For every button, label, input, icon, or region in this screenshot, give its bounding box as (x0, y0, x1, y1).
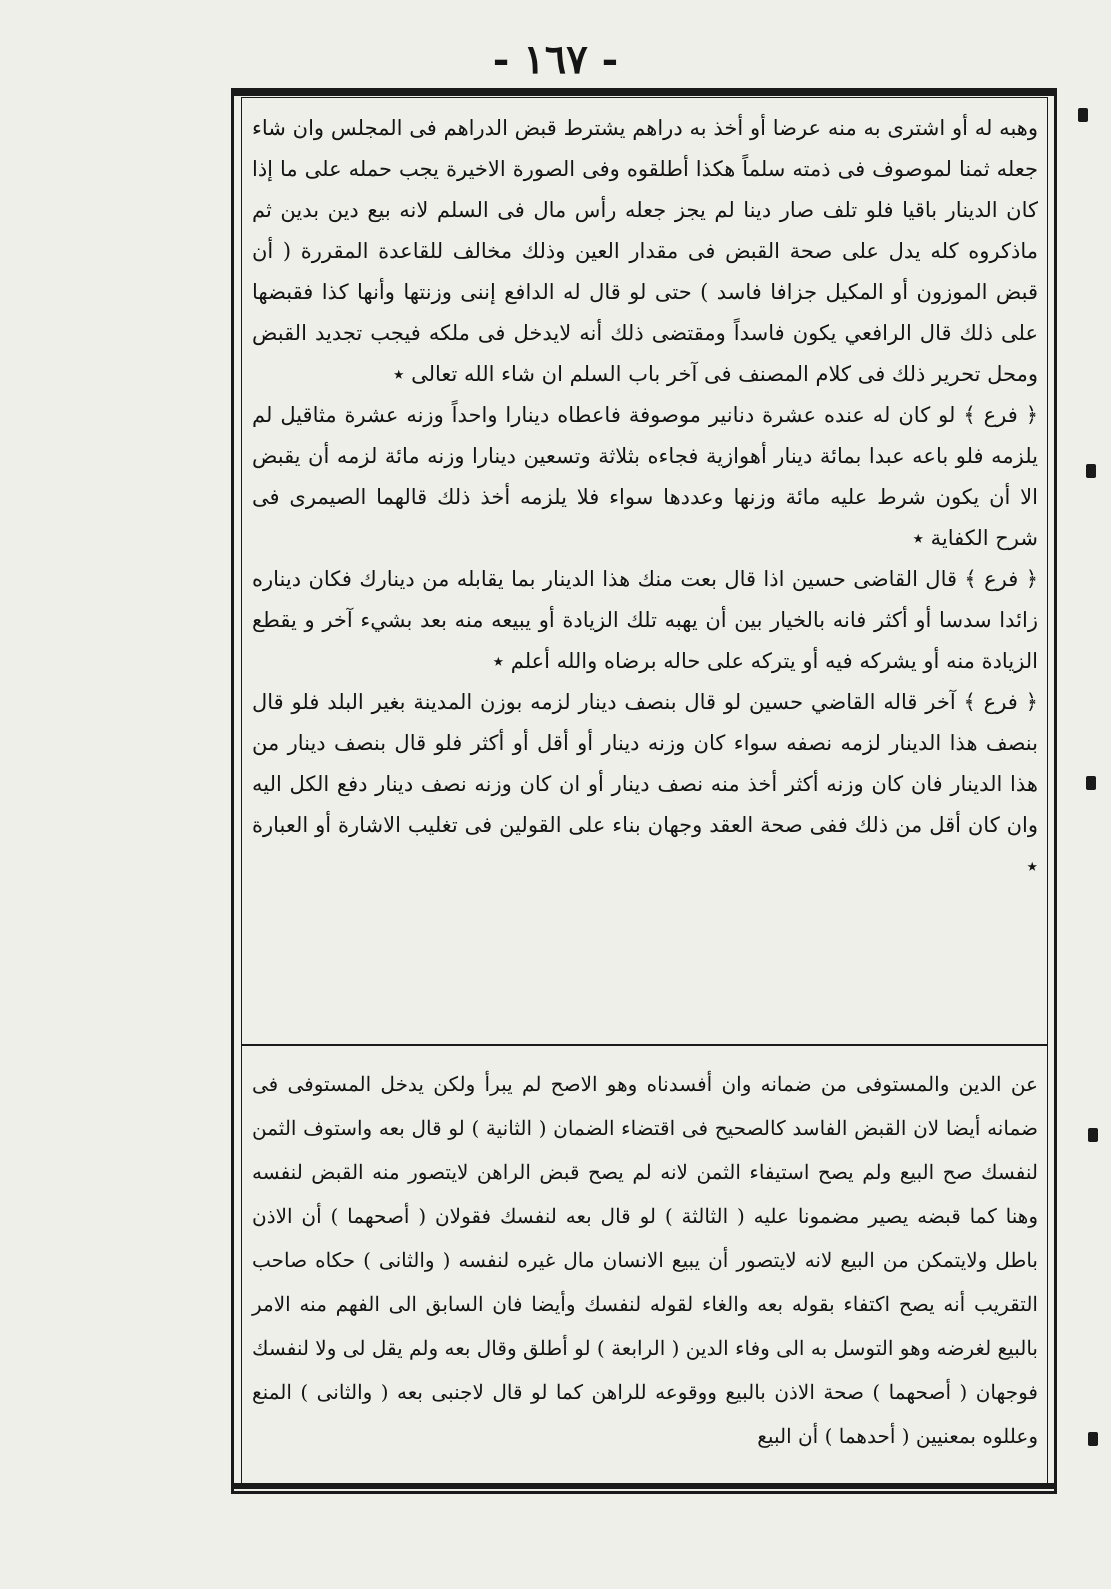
main-text (252, 108, 1038, 887)
footnote-divider (241, 1044, 1048, 1046)
margin-bullet-icon (1088, 1432, 1098, 1446)
main-paragraph: ﴿ فرع ﴾ لو كان له عنده عشرة دنانير موصوفة فاعطاه دينارا واحداً وزنه عشرة مثاقيل لم يلزمه فلو باعه عبدا بمائة دينار أهوازية فجاءه بثلاثة وتسعين دينارا وزنه مائة لزمه أن يقبض الا أن يكون شرط عليه مائة وزنها وعددها سواء فلا يلزمه أخذ ذلك قالهما الصيمرى فى شرح الكفاية ٭ (252, 403, 1038, 550)
margin-bullet-icon (1086, 464, 1096, 478)
main-paragraph: وهبه له أو اشترى به منه عرضا أو أخذ به دراهم يشترط قبض الدراهم فى المجلس وان شاء جعله ثمنا لموصوف فى ذمته سلماً هكذا أطلقوه وفى الصورة الاخيرة يجب حمله على ما إذا كان الدينار باقيا فلو تلف صار دينا لم يجز جعله رأس مال فى السلم لانه بيع دين بدين ثم ماذكروه كله يدل على صحة القبض فى مقدار العين وذلك مخالف للقاعدة المقررة ( أن قبض الموزون أو المكيل جزافا فاسد ) حتى لو قال له الدافع إننى وزنتها وأنها كذا فقبضها على ذلك قال الرافعي يكون فاسداً ومقتضى ذلك أنه لايدخل فى ملكه فيجب تجديد القبض ومحل تحرير ذلك فى كلام المصنف فى آخر باب السلم ان شاء الله تعالى ٭ (252, 116, 1038, 386)
margin-bullet-icon (1088, 1128, 1098, 1142)
main-paragraph: ﴿ فرع ﴾ آخر قاله القاضي حسين لو قال بنصف دينار لزمه بوزن المدينة بغير البلد فلو قال بنصف هذا الدينار لزمه نصفه سواء كان وزنه دينار أو أقل أو أكثر فلو قال بنصف دينار من هذا الدينار فان كان وزنه أكثر أخذ منه نصف دينار أو ان كان وزنه نصف دينار دفع الكل اليه وان كان أقل من ذلك ففى صحة العقد وجهان بناء على القولين فى تغليب الاشارة أو العبارة ٭ (252, 690, 1038, 878)
footnote-text (252, 1062, 1038, 1458)
main-paragraph: ﴿ فرع ﴾ قال القاضى حسين اذا قال بعت منك هذا الدينار بما يقابله من دينارك فكان ديناره زائدا سدسا أو أكثر فانه بالخيار بين أن يهبه تلك الزيادة أو يبيعه منه بعد بشيء آخر و يقطع الزيادة منه أو يشركه فيه أو يتركه على حاله برضاه والله أعلم ٭ (252, 567, 1038, 673)
page-number: - ١٦٧ - (492, 36, 619, 83)
bottom-border-rule (231, 1483, 1057, 1489)
footnote-paragraph: عن الدين والمستوفى من ضمانه وان أفسدناه وهو الاصح لم يبرأ ولكن يدخل المستوفى فى ضمانه أيضا لان القبض الفاسد كالصحيح فى اقتضاء الضمان ( الثانية ) لو قال بعه واستوف الثمن لنفسك صح البيع ولم يصح استيفاء الثمن لانه لم يصح قبض الراهن لايتصور منه القبض لنفسه وهنا كما قبضه يصير مضمونا عليه ( الثالثة ) لو قال بعه لنفسك فقولان ( أصحهما ) أن الاذن باطل ولايتمكن من البيع لانه لايتصور أن يبيع الانسان مال غيره لنفسه ( والثانى ) حكاه صاحب التقريب أنه يصح اكتفاء بقوله بعه والغاء لقوله لنفسك وأيضا فان السابق الى الفهم منه الامر بالبيع لغرضه وهو التوسل به الى وفاء الدين ( الرابعة ) لو أطلق وقال بعه ولم يقل لى ولا لنفسك فوجهان ( أصحهما ) صحة الاذن بالبيع ووقوعه للراهن كما لو قال لاجنبى بعه ( والثانى ) المنع وعللوه بمعنيين ( أحدهما ) أن البيع (252, 1072, 1038, 1448)
margin-bullet-icon (1078, 108, 1088, 122)
margin-bullet-icon (1086, 776, 1096, 790)
